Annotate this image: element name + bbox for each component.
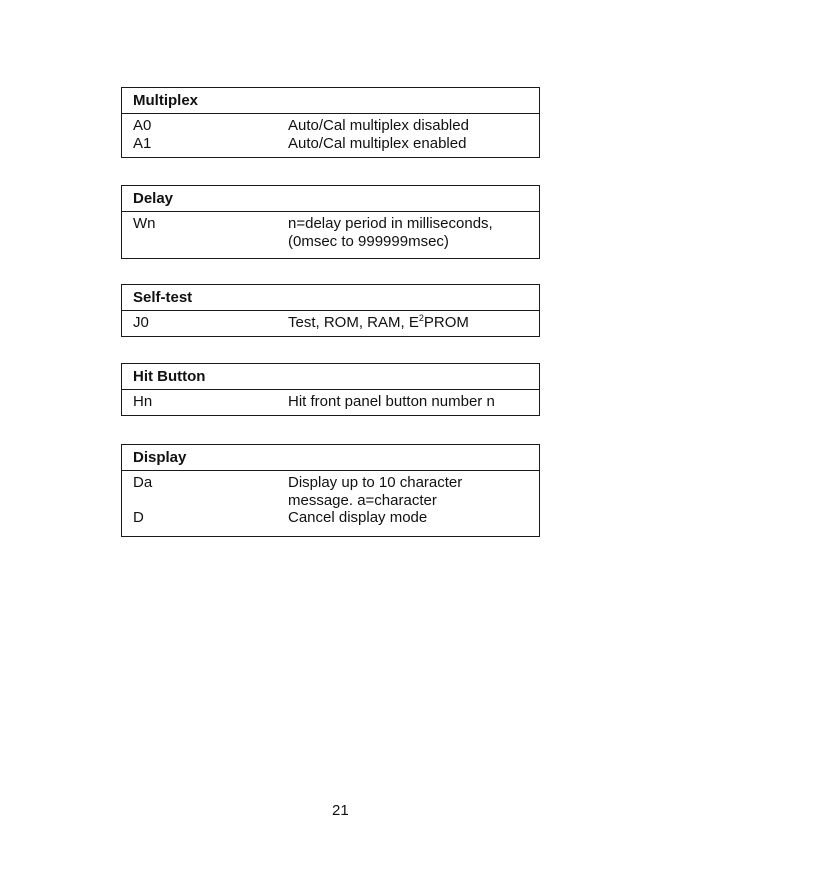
command-description: n=delay period in milliseconds, (0msec to 999999msec)	[288, 215, 493, 250]
table-body	[122, 471, 539, 536]
command-description: Hit front panel button number n	[288, 393, 495, 410]
table-title: Delay	[122, 186, 539, 212]
command-code: Hn	[133, 393, 153, 410]
command-code: J0	[133, 314, 149, 331]
table-body	[122, 114, 539, 157]
display-table	[121, 444, 540, 537]
command-description: Test, ROM, RAM, $E^2PROM$	[288, 313, 469, 331]
table-title: Display	[122, 445, 539, 471]
table-row	[122, 117, 539, 135]
page-number: 21	[332, 802, 349, 819]
delay-table	[121, 185, 540, 259]
table-row	[122, 474, 539, 509]
table-body	[122, 212, 539, 258]
table-title: Self-test	[122, 285, 539, 311]
command-code: Wn	[133, 215, 156, 232]
command-description: Cancel display mode	[288, 509, 428, 526]
table-body	[122, 311, 539, 336]
command-description: Auto/Cal multiplex enabled	[288, 134, 467, 152]
command-description: Display up to 10 character message. a=character	[288, 474, 463, 509]
command-code: Da	[133, 474, 153, 491]
table-row	[122, 393, 539, 411]
hit-button-table	[121, 363, 540, 416]
table-row	[122, 314, 539, 332]
table-row	[122, 509, 539, 527]
command-code: D	[133, 509, 144, 526]
command-description: Auto/Cal multiplex disabled	[288, 117, 469, 134]
table-title: Multiplex	[122, 88, 539, 114]
table-row	[122, 215, 539, 250]
self-test-table	[121, 284, 540, 337]
command-code: A0	[133, 117, 152, 134]
table-title: Hit Button	[122, 364, 539, 390]
multiplex-table	[121, 87, 540, 158]
table-row	[122, 135, 539, 153]
table-body	[122, 390, 539, 415]
command-code: A1	[133, 134, 152, 152]
